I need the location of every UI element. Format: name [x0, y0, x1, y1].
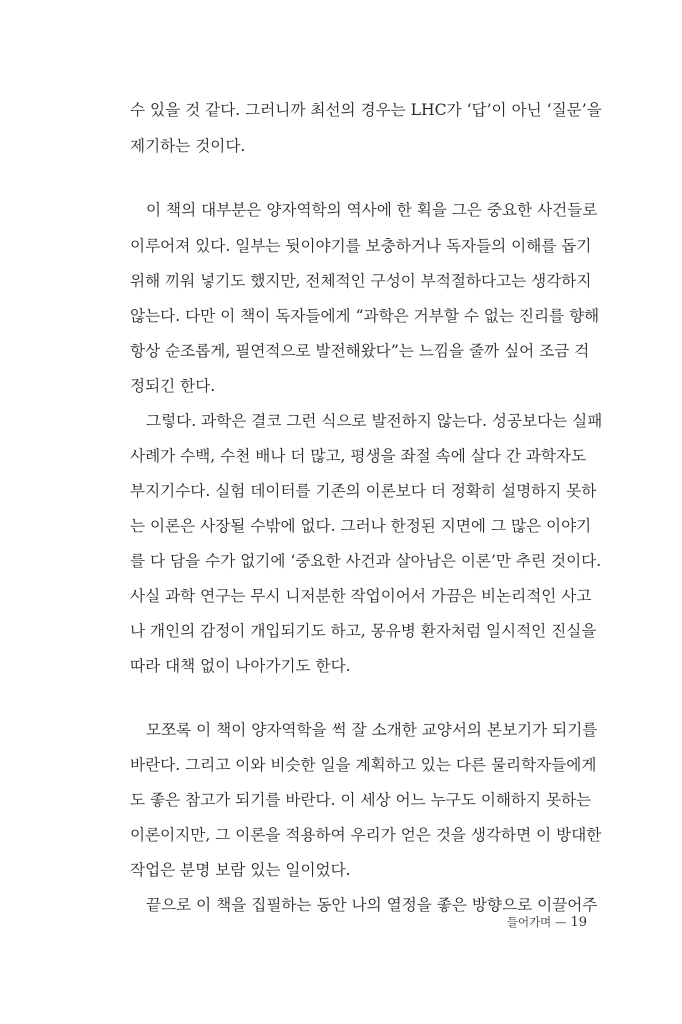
text-line: 항상 순조롭게, 필연적으로 발전해왔다”는 느낌을 줄까 싶어 조금 걱	[130, 342, 590, 360]
text-line: 정되긴 한다.	[130, 377, 216, 395]
text-line: 끝으로 이 책을 집필하는 동안 나의 열정을 좋은 방향으로 이끌어주	[146, 896, 598, 914]
text-line: 부지기수다. 실험 데이터를 기존의 이론보다 더 정확히 설명하지 못하	[130, 482, 597, 500]
running-header: 들어가며 —	[506, 915, 567, 929]
text-line: 따라 대책 없이 나아가기도 한다.	[130, 657, 351, 675]
text-line: 를 다 담을 수가 없기에 ‘중요한 사건과 살아남은 이론’만 추린 것이다.	[130, 552, 602, 570]
page-number: 19	[570, 915, 587, 930]
text-line: 이 책의 대부분은 양자역학의 역사에 한 획을 그은 중요한 사건들로	[146, 201, 598, 219]
text-line: 이론이지만, 그 이론을 적용하여 우리가 얻은 것을 생각하면 이 방대한	[130, 826, 602, 844]
text-line: 바란다. 그리고 이와 비슷한 일을 계획하고 있는 다른 물리학자들에게	[130, 756, 597, 774]
page-footer	[507, 914, 587, 930]
text-line: 사실 과학 연구는 무시 니저분한 작업이어서 가끔은 비논리적인 사고	[130, 587, 592, 605]
text-line: 위해 끼워 넣기도 했지만, 전체적인 구성이 부적절하다고는 생각하지	[130, 272, 592, 290]
text-line: 는 이론은 사장될 수밖에 없다. 그러나 한정된 지면에 그 많은 이야기	[130, 517, 592, 535]
text-line: 수 있을 것 같다. 그러니까 최선의 경우는 LHC가 ‘답’이 아닌 ‘질문’을	[130, 101, 602, 119]
text-line: 않는다. 다만 이 책이 독자들에게 “과학은 거부할 수 없는 진리를 향해	[130, 307, 600, 325]
text-line: 사례가 수백, 수천 배나 더 많고, 평생을 좌절 속에 살다 간 과학자도	[130, 447, 587, 465]
text-line: 도 좋은 참고가 되기를 바란다. 이 세상 어느 누구도 이해하지 못하는	[130, 791, 592, 809]
text-line: 작업은 분명 보람 있는 일이었다.	[130, 861, 351, 879]
text-line: 그렇다. 과학은 결코 그런 식으로 발전하지 않는다. 성공보다는 실패	[146, 412, 603, 430]
text-line: 이루어져 있다. 일부는 뒷이야기를 보충하거나 독자들의 이해를 돕기	[130, 237, 592, 255]
text-line: 나 개인의 감정이 개입되기도 하고, 몽유병 환자처럼 일시적인 진실을	[130, 622, 597, 640]
text-line: 모쪼록 이 책이 양자역학을 썩 잘 소개한 교양서의 본보기가 되기를	[146, 721, 598, 739]
text-line: 제기하는 것이다.	[130, 137, 246, 155]
